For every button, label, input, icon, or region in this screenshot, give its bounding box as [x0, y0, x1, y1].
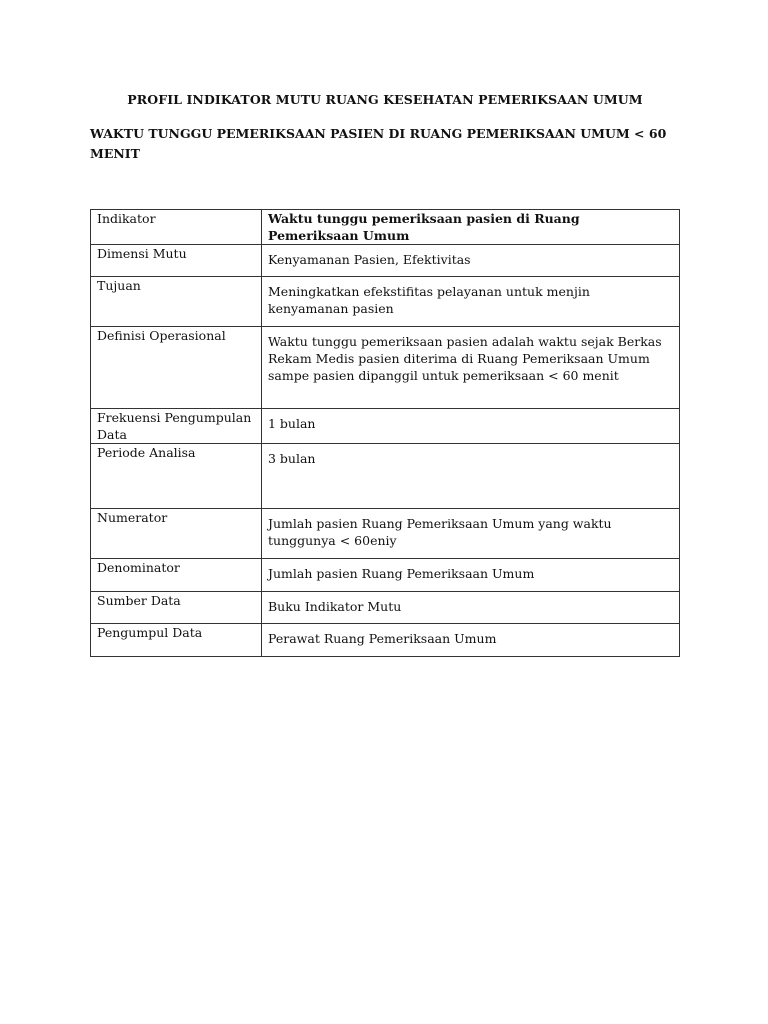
row-value: Meningkatkan efekstifitas pelayanan untuk menjin kenyamanan pasien [262, 277, 680, 327]
row-label: Denominator [91, 559, 262, 592]
table-row-tujuan [91, 277, 680, 327]
table-row-definisi-operasional [91, 327, 680, 409]
table-row-sumber-data [91, 592, 680, 624]
table-row-pengumpul-data [91, 624, 680, 657]
row-label: Tujuan [91, 277, 262, 327]
row-value: Kenyamanan Pasien, Efektivitas [262, 245, 680, 277]
row-label: Pengumpul Data [91, 624, 262, 657]
row-label: Dimensi Mutu [91, 245, 262, 277]
row-label: Sumber Data [91, 592, 262, 624]
table-row-denominator [91, 559, 680, 592]
row-value: Buku Indikator Mutu [262, 592, 680, 624]
row-value: 1 bulan [262, 409, 680, 444]
table-row-periode-analisa [91, 444, 680, 509]
table-row-frekuensi [91, 409, 680, 444]
row-label: Frekuensi Pengumpulan Data [91, 409, 262, 444]
document-subtitle: WAKTU TUNGGU PEMERIKSAAN PASIEN DI RUANG PEMERIKSAAN UMUM < 60 MENIT [90, 126, 667, 161]
row-value: 3 bulan [262, 444, 680, 509]
table-row-dimensi-mutu [91, 245, 680, 277]
indicator-profile-table [90, 209, 680, 657]
row-value: Waktu tunggu pemeriksaan pasien di Ruang Pemeriksaan Umum [262, 210, 680, 245]
row-label: Periode Analisa [91, 444, 262, 509]
row-value: Jumlah pasien Ruang Pemeriksaan Umum [262, 559, 680, 592]
row-value: Waktu tunggu pemeriksaan pasien adalah waktu sejak Berkas Rekam Medis pasien diterima di Ruang Pemeriksaan Umum sampe pasien dipanggil untuk pemeriksaan < 60 menit [262, 327, 680, 409]
row-label: Numerator [91, 509, 262, 559]
row-label: Indikator [91, 210, 262, 245]
row-value: Perawat Ruang Pemeriksaan Umum [262, 624, 680, 657]
document-title: PROFIL INDIKATOR MUTU RUANG KESEHATAN PEMERIKSAAN UMUM [127, 92, 643, 107]
row-label: Definisi Operasional [91, 327, 262, 409]
table-row-numerator [91, 509, 680, 559]
row-value: Jumlah pasien Ruang Pemeriksaan Umum yang waktu tunggunya < 60eniy [262, 509, 680, 559]
table-row-indikator [91, 210, 680, 245]
